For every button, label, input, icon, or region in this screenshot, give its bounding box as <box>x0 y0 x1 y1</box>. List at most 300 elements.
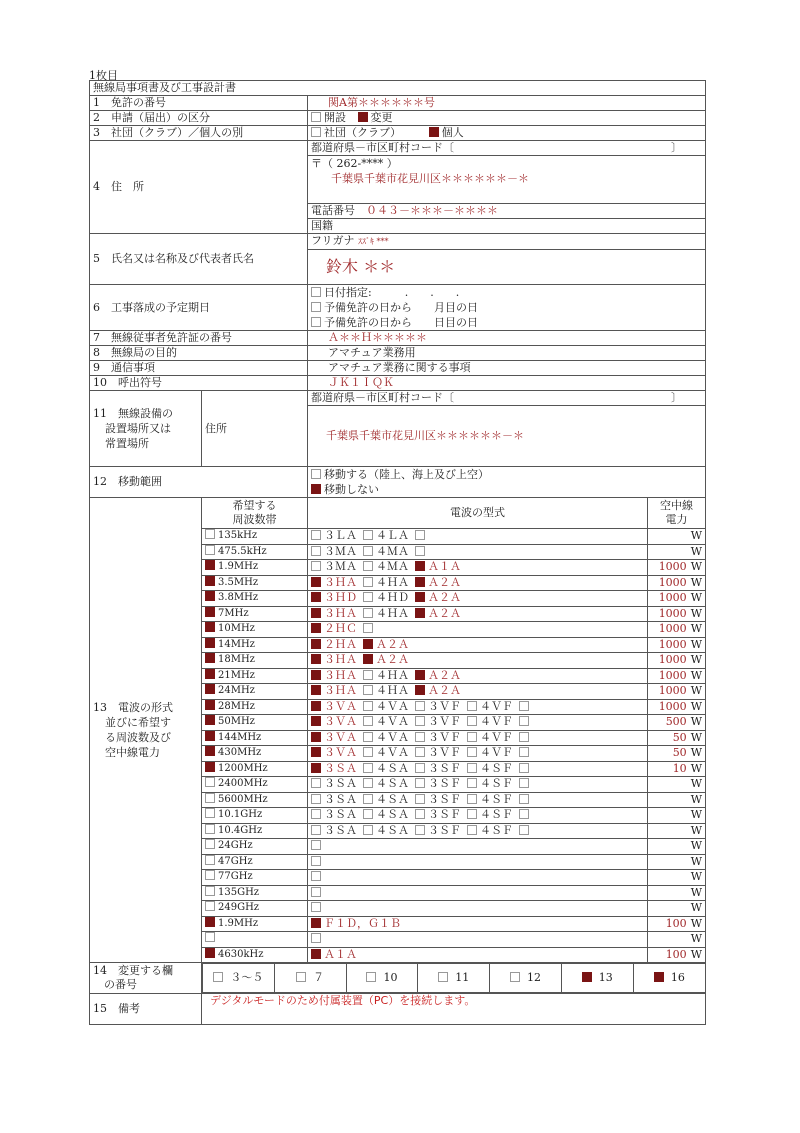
band-checkbox[interactable] <box>205 607 215 617</box>
mode-checkbox[interactable] <box>467 701 477 711</box>
mode-label: ３ＨＡ <box>324 684 357 698</box>
power-unit: W <box>690 947 702 961</box>
mode-label: ４ＶＡ <box>376 730 409 744</box>
change-field-item <box>561 964 633 993</box>
change-field-number: 13 <box>598 971 613 984</box>
mode-label: ４ＨＡ <box>376 575 409 589</box>
power-unit: W <box>690 715 702 729</box>
mode-label: ４ＶＡ <box>376 699 409 713</box>
change-field-item <box>418 964 490 993</box>
mode-checkbox[interactable] <box>415 530 425 540</box>
mode-label: ３ＳＦ <box>428 823 461 837</box>
mode-checkbox[interactable] <box>415 685 425 695</box>
band-label: 50MHz <box>218 716 255 728</box>
band-checkbox[interactable] <box>205 808 215 818</box>
mode-checkbox[interactable] <box>415 794 425 804</box>
mode-checkbox[interactable] <box>363 701 373 711</box>
band-checkbox[interactable] <box>205 901 215 911</box>
mode-label: ４ＶＦ <box>480 746 513 760</box>
date-specified-option: 日付指定: . . . <box>324 286 460 299</box>
mode-checkbox[interactable] <box>311 809 321 819</box>
mode-checkbox[interactable] <box>519 825 529 835</box>
power-unit: W <box>690 699 702 713</box>
band-checkbox[interactable] <box>205 793 215 803</box>
power-unit: W <box>690 808 702 822</box>
mode-checkbox[interactable] <box>311 763 321 773</box>
municipality-code-label: 都道府県－市区町村コード〔 <box>311 141 454 154</box>
communication-value: アマチュア業務に関する事項 <box>308 361 706 376</box>
power-unit: W <box>690 560 702 574</box>
band-label: 10.4GHz <box>218 824 263 836</box>
mode-checkbox[interactable] <box>415 592 425 602</box>
nationality-label: 国籍 <box>308 219 706 234</box>
mode-checkbox[interactable] <box>467 763 477 773</box>
mode-label: ４ＳＦ <box>480 777 513 791</box>
mode-checkbox[interactable] <box>519 732 529 742</box>
mode-checkbox[interactable] <box>467 794 477 804</box>
callsign-value: ＪＫ１ＩＱＫ <box>308 376 706 391</box>
mode-checkbox[interactable] <box>415 825 425 835</box>
mode-label: Ａ２Ａ <box>428 668 461 682</box>
mode-label: Ａ２Ａ <box>428 591 461 605</box>
power-unit: W <box>690 885 702 899</box>
mode-checkbox[interactable] <box>311 840 321 850</box>
mode-checkbox[interactable] <box>467 716 477 726</box>
power-unit: W <box>690 606 702 620</box>
mode-label: ４ＨＡ <box>376 684 409 698</box>
days-option: 予備免許の日から 日目の日 <box>324 316 478 329</box>
installation-label: 11 無線設備の 設置場所又は 常置場所 <box>90 391 202 467</box>
mode-checkbox[interactable] <box>519 701 529 711</box>
mode-checkbox[interactable] <box>311 670 321 680</box>
mode-label: ３ＳＦ <box>428 777 461 791</box>
mode-checkbox[interactable] <box>311 778 321 788</box>
band-label: 144MHz <box>218 731 262 743</box>
band-label: 249GHz <box>218 902 260 914</box>
band-label: 10.1GHz <box>218 809 263 821</box>
band-label: 2400MHz <box>218 778 268 790</box>
mode-label: ３ＳＦ <box>428 761 461 775</box>
mode-checkbox[interactable] <box>415 701 425 711</box>
mode-label: ４ＶＡ <box>376 746 409 760</box>
band-checkbox[interactable] <box>205 653 215 663</box>
mode-label: ４ＶＦ <box>480 699 513 713</box>
mode-checkbox[interactable] <box>311 623 321 633</box>
address-value: 千葉県千葉市花見川区＊＊＊＊＊＊－＊ <box>331 172 529 185</box>
mode-checkbox[interactable] <box>519 794 529 804</box>
mode-label: Ａ２Ａ <box>428 575 461 589</box>
power-value: 1000 <box>658 653 687 667</box>
power-value: 1000 <box>658 591 687 605</box>
band-checkbox[interactable] <box>205 917 215 927</box>
mode-label: ４ＳＡ <box>376 777 409 791</box>
mode-label: ４ＳＡ <box>376 808 409 822</box>
mode-label: ３ＳＡ <box>324 823 357 837</box>
mode-checkbox[interactable] <box>363 577 373 587</box>
change-checkbox[interactable] <box>358 112 368 122</box>
power-unit: W <box>690 901 702 915</box>
power-value: 100 <box>665 947 687 961</box>
days-checkbox[interactable] <box>311 317 321 327</box>
mobile-option: 移動する（陸上、海上及び上空） <box>324 468 489 481</box>
remarks-label: 15 備考 <box>90 994 202 1025</box>
change-field-checkbox[interactable] <box>296 972 306 982</box>
mode-checkbox[interactable] <box>363 592 373 602</box>
mode-checkbox[interactable] <box>363 732 373 742</box>
band-checkbox[interactable] <box>205 684 215 694</box>
installation-sub-label: 住所 <box>202 391 308 467</box>
mode-label: Ｆ１Ｄ，Ｇ１Ｂ <box>324 916 401 930</box>
band-label: 5600MHz <box>218 793 268 805</box>
band-label: 18MHz <box>218 654 255 666</box>
mode-label: ４ＳＦ <box>480 761 513 775</box>
power-value: 1000 <box>658 575 687 589</box>
individual-option: 個人 <box>441 126 464 139</box>
power-unit: W <box>690 761 702 775</box>
mode-checkbox[interactable] <box>519 809 529 819</box>
mode-label: ３ＶＦ <box>428 699 461 713</box>
mode-checkbox[interactable] <box>311 577 321 587</box>
change-option: 変更 <box>370 111 393 124</box>
mode-label: ４ＳＡ <box>376 823 409 837</box>
band-checkbox[interactable] <box>205 746 215 756</box>
furigana-value: ｽｽﾞｷ *** <box>357 237 389 246</box>
mode-label: ３ＨＡ <box>324 653 357 667</box>
furigana-label: フリガナ <box>311 234 355 247</box>
band-label: 21MHz <box>218 669 255 681</box>
band-checkbox[interactable] <box>205 886 215 896</box>
mode-label: ４ＭＡ <box>376 560 409 574</box>
mode-checkbox[interactable] <box>363 608 373 618</box>
power-value: 1000 <box>658 668 687 682</box>
mode-checkbox[interactable] <box>311 794 321 804</box>
mode-label: ３ＳＡ <box>324 761 357 775</box>
power-value: 1000 <box>658 637 687 651</box>
band-label: 1200MHz <box>218 762 268 774</box>
mode-checkbox[interactable] <box>311 639 321 649</box>
band-checkbox[interactable] <box>205 545 215 555</box>
mode-label: ３ＨＡ <box>324 575 357 589</box>
mode-label: ３ＶＡ <box>324 730 357 744</box>
mode-checkbox[interactable] <box>311 530 321 540</box>
purpose-label: 8 無線局の目的 <box>90 346 308 361</box>
mode-label: ４ＶＡ <box>376 715 409 729</box>
application-form <box>89 80 706 1025</box>
band-checkbox[interactable] <box>205 824 215 834</box>
power-unit: W <box>690 746 702 760</box>
power-value: 1000 <box>658 684 687 698</box>
installation-code-label: 都道府県－市区町村コード〔 <box>311 391 454 404</box>
mode-label: ３ＳＡ <box>324 792 357 806</box>
communication-label: 9 通信事項 <box>90 361 308 376</box>
phone-value: ０４３－＊＊＊－＊＊＊＊ <box>366 204 498 217</box>
mode-checkbox[interactable] <box>363 623 373 633</box>
power-unit: W <box>690 730 702 744</box>
mode-label: ４ＳＡ <box>376 761 409 775</box>
band-label: 47GHz <box>218 855 253 867</box>
mode-checkbox[interactable] <box>311 747 321 757</box>
change-field-number: 10 <box>383 971 398 984</box>
band-checkbox[interactable] <box>205 638 215 648</box>
mode-label: ３ＶＦ <box>428 746 461 760</box>
mode-checkbox[interactable] <box>363 716 373 726</box>
power-value: 500 <box>665 715 687 729</box>
power-unit: W <box>690 777 702 791</box>
mode-checkbox[interactable] <box>467 732 477 742</box>
mode-label: ４ＳＡ <box>376 792 409 806</box>
power-unit: W <box>690 839 702 853</box>
months-checkbox[interactable] <box>311 302 321 312</box>
power-header: 空中線 電力 <box>648 498 706 529</box>
address-label: 4 住 所 <box>90 141 308 234</box>
change-field-checkbox[interactable] <box>366 972 376 982</box>
mode-label: Ａ２Ａ <box>428 606 461 620</box>
mode-checkbox[interactable] <box>311 825 321 835</box>
mode-label: ４ＳＦ <box>480 823 513 837</box>
club-individual-label: 3 社団（クラブ）／個人の別 <box>90 126 308 141</box>
postal-code: 〒（ 262-**** ） <box>311 157 398 170</box>
mode-checkbox[interactable] <box>363 778 373 788</box>
installation-code-close: 〕 <box>671 391 682 404</box>
mode-checkbox[interactable] <box>363 546 373 556</box>
mode-checkbox[interactable] <box>415 577 425 587</box>
mode-checkbox[interactable] <box>519 747 529 757</box>
band-checkbox[interactable] <box>205 591 215 601</box>
mode-header: 電波の型式 <box>308 498 648 529</box>
band-checkbox[interactable] <box>205 731 215 741</box>
band-checkbox[interactable] <box>205 622 215 632</box>
mode-checkbox[interactable] <box>519 763 529 773</box>
individual-checkbox[interactable] <box>429 127 439 137</box>
change-field-checkbox[interactable] <box>438 972 448 982</box>
band-checkbox[interactable] <box>205 529 215 539</box>
mode-checkbox[interactable] <box>415 716 425 726</box>
mode-checkbox[interactable] <box>363 809 373 819</box>
band-label: 1.9MHz <box>218 917 259 929</box>
mode-checkbox[interactable] <box>311 918 321 928</box>
band-checkbox[interactable] <box>205 669 215 679</box>
power-value: 1000 <box>658 699 687 713</box>
open-option: 開設 <box>324 111 346 124</box>
name-value: 鈴木 ＊＊ <box>308 250 706 285</box>
power-unit: W <box>690 529 702 543</box>
mode-label: Ａ２Ａ <box>376 637 409 651</box>
band-label: 135GHz <box>218 886 260 898</box>
change-field-checkbox[interactable] <box>654 972 664 982</box>
sheet-number: 1枚目 <box>89 69 118 82</box>
mode-label: ３ＭＡ <box>324 544 357 558</box>
band-checkbox[interactable] <box>205 932 215 942</box>
power-unit: W <box>690 544 702 558</box>
open-checkbox[interactable] <box>311 112 321 122</box>
remarks-value: デジタルモードのため付属装置（PC）を接続します。 <box>202 994 706 1025</box>
change-field-number: ７ <box>313 971 325 984</box>
mode-label: ４ＨＡ <box>376 668 409 682</box>
mode-checkbox[interactable] <box>311 902 321 912</box>
mode-label: ３ＨＡ <box>324 606 357 620</box>
application-type-label: 2 申請（届出）の区分 <box>90 111 308 126</box>
mode-label: ３ＳＡ <box>324 808 357 822</box>
mode-checkbox[interactable] <box>363 654 373 664</box>
change-field-checkbox[interactable] <box>582 972 592 982</box>
mode-checkbox[interactable] <box>415 747 425 757</box>
mode-label: Ａ１Ａ <box>428 560 461 574</box>
form-title: 無線局事項書及び工事設計書 <box>90 81 706 96</box>
mode-checkbox[interactable] <box>363 561 373 571</box>
band-label: 24MHz <box>218 685 255 697</box>
band-label: 430MHz <box>218 747 262 759</box>
installation-address: 千葉県千葉市花見川区＊＊＊＊＊＊－＊ <box>308 406 706 467</box>
mode-checkbox[interactable] <box>467 809 477 819</box>
mobile-checkbox[interactable] <box>311 469 321 479</box>
mode-checkbox[interactable] <box>363 825 373 835</box>
band-checkbox[interactable] <box>205 839 215 849</box>
mode-checkbox[interactable] <box>363 747 373 757</box>
band-checkbox[interactable] <box>205 700 215 710</box>
mode-checkbox[interactable] <box>415 608 425 618</box>
power-unit: W <box>690 637 702 651</box>
power-unit: W <box>690 591 702 605</box>
band-checkbox[interactable] <box>205 870 215 880</box>
mode-checkbox[interactable] <box>311 546 321 556</box>
power-value: 1000 <box>658 560 687 574</box>
mode-label: Ａ１Ａ <box>324 947 357 961</box>
band-label: 3.8MHz <box>218 592 259 604</box>
power-unit: W <box>690 916 702 930</box>
mode-label: ３ＳＦ <box>428 792 461 806</box>
mode-label: ４ＳＦ <box>480 808 513 822</box>
mode-checkbox[interactable] <box>311 608 321 618</box>
license-number-label: 1 免許の番号 <box>90 96 308 111</box>
mode-label: ３ＳＦ <box>428 808 461 822</box>
change-field-checkbox[interactable] <box>213 972 223 982</box>
mode-checkbox[interactable] <box>311 871 321 881</box>
mode-checkbox[interactable] <box>363 670 373 680</box>
mode-label: ３ＨＡ <box>324 668 357 682</box>
purpose-value: アマチュア業務用 <box>308 346 706 361</box>
months-option: 予備免許の日から 月目の日 <box>324 301 478 314</box>
mode-checkbox[interactable] <box>519 778 529 788</box>
mode-checkbox[interactable] <box>311 716 321 726</box>
club-checkbox[interactable] <box>311 127 321 137</box>
change-field-item <box>490 964 562 993</box>
mode-label: ４ＶＦ <box>480 730 513 744</box>
mode-label: ４ＶＦ <box>480 715 513 729</box>
phone-label: 電話番号 <box>311 204 355 217</box>
band-checkbox[interactable] <box>205 715 215 725</box>
mode-checkbox[interactable] <box>311 685 321 695</box>
band-label: 14MHz <box>218 638 255 650</box>
mode-checkbox[interactable] <box>415 546 425 556</box>
band-label: 135kHz <box>218 530 258 542</box>
municipality-code-close: 〕 <box>671 141 682 154</box>
band-checkbox[interactable] <box>205 855 215 865</box>
mode-checkbox[interactable] <box>363 794 373 804</box>
power-value: 50 <box>672 746 687 760</box>
movement-label: 12 移動範囲 <box>90 467 308 498</box>
mode-label: ４ＨＤ <box>376 591 409 605</box>
band-checkbox[interactable] <box>205 576 215 586</box>
change-field-number: 16 <box>670 971 685 984</box>
band-label: 475.5kHz <box>218 545 267 557</box>
band-label: 10MHz <box>218 623 255 635</box>
date-specified-checkbox[interactable] <box>311 287 321 297</box>
mode-checkbox[interactable] <box>363 685 373 695</box>
mode-checkbox[interactable] <box>415 670 425 680</box>
mode-checkbox[interactable] <box>363 530 373 540</box>
band-label: 77GHz <box>218 871 253 883</box>
mode-checkbox[interactable] <box>467 747 477 757</box>
fixed-checkbox[interactable] <box>311 484 321 494</box>
power-unit: W <box>690 870 702 884</box>
club-option: 社団（クラブ） <box>324 126 402 139</box>
power-unit: W <box>690 823 702 837</box>
mode-checkbox[interactable] <box>467 825 477 835</box>
power-unit: W <box>690 854 702 868</box>
mode-checkbox[interactable] <box>415 561 425 571</box>
mode-label: ３ＶＦ <box>428 715 461 729</box>
power-unit: W <box>690 792 702 806</box>
mode-checkbox[interactable] <box>363 763 373 773</box>
mode-checkbox[interactable] <box>311 887 321 897</box>
mode-label: Ａ２Ａ <box>428 684 461 698</box>
change-field-checkbox[interactable] <box>510 972 520 982</box>
mode-label: ３ＶＡ <box>324 746 357 760</box>
change-field-item <box>274 964 346 993</box>
band-checkbox[interactable] <box>205 560 215 570</box>
mode-checkbox[interactable] <box>519 716 529 726</box>
mode-label: Ａ２Ａ <box>376 653 409 667</box>
mode-checkbox[interactable] <box>311 561 321 571</box>
mode-checkbox[interactable] <box>311 933 321 943</box>
mode-checkbox[interactable] <box>311 856 321 866</box>
mode-label: ２ＨＡ <box>324 637 357 651</box>
mode-checkbox[interactable] <box>415 809 425 819</box>
power-unit: W <box>690 684 702 698</box>
mode-checkbox[interactable] <box>415 778 425 788</box>
mode-checkbox[interactable] <box>415 763 425 773</box>
band-label: 28MHz <box>218 700 255 712</box>
mode-checkbox[interactable] <box>363 639 373 649</box>
mode-label: ３ＳＡ <box>324 777 357 791</box>
mode-checkbox[interactable] <box>311 949 321 959</box>
mode-checkbox[interactable] <box>311 654 321 664</box>
mode-label: ３ＨＤ <box>324 591 357 605</box>
power-value: 50 <box>672 730 687 744</box>
mode-label: ２ＨＣ <box>324 622 357 636</box>
band-checkbox[interactable] <box>205 777 215 787</box>
change-field-item <box>346 964 418 993</box>
mode-label: ４ＬＡ <box>376 529 409 543</box>
change-field-item <box>203 964 275 993</box>
band-label: 4630kHz <box>218 948 264 960</box>
power-value: 1000 <box>658 606 687 620</box>
band-checkbox[interactable] <box>205 762 215 772</box>
band-label: 24GHz <box>218 840 253 852</box>
mode-checkbox[interactable] <box>467 778 477 788</box>
band-checkbox[interactable] <box>205 948 215 958</box>
power-unit: W <box>690 622 702 636</box>
mode-checkbox[interactable] <box>415 732 425 742</box>
mode-label: ３ＭＡ <box>324 560 357 574</box>
mode-checkbox[interactable] <box>311 701 321 711</box>
power-value: 10 <box>672 761 687 775</box>
mode-checkbox[interactable] <box>311 732 321 742</box>
mode-label: ３ＶＡ <box>324 715 357 729</box>
power-unit: W <box>690 668 702 682</box>
mode-checkbox[interactable] <box>311 592 321 602</box>
power-value: 100 <box>665 916 687 930</box>
